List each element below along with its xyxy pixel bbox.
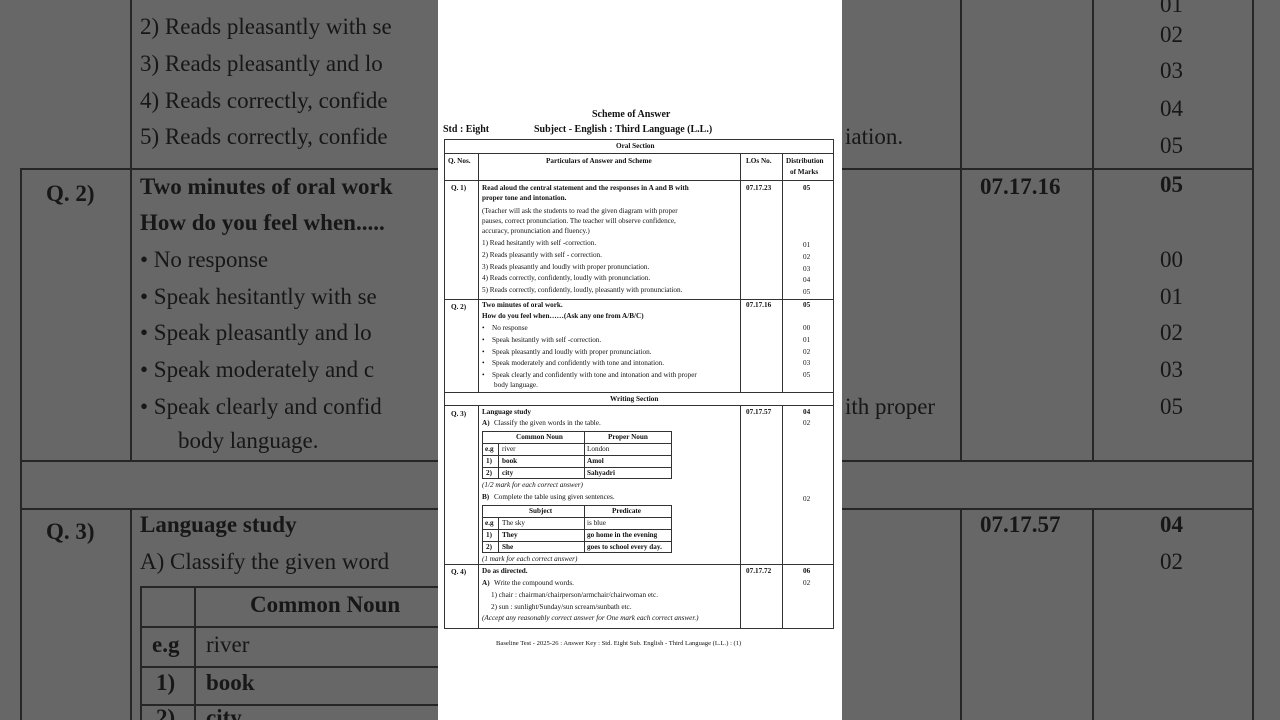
- sentence-table-rule: [498, 517, 499, 553]
- q3-number: Q. 3): [451, 410, 467, 418]
- noun-table-rule: [482, 467, 672, 468]
- q1-note: pauses, correct pronunciation. The teacher will observe confidence,: [482, 217, 676, 225]
- doc-title: Scheme of Answer: [592, 109, 671, 120]
- sentence-table-header: Predicate: [612, 507, 642, 515]
- q2-mark: 00: [803, 324, 811, 332]
- oral-section-heading: Oral Section: [616, 142, 655, 150]
- q2-bullet: •: [482, 348, 485, 356]
- std-label: Std : Eight: [443, 124, 490, 135]
- q1-item: 2) Reads pleasantly with self - correction.: [482, 251, 602, 259]
- q2-item: Speak pleasantly and loudly with proper pronunciation.: [492, 348, 652, 356]
- noun-table-header: Common Noun: [516, 433, 563, 441]
- q4-lo: 07.17.72: [746, 567, 772, 575]
- q3-b-text: Complete the table using given sentences.: [494, 493, 615, 501]
- q1-item: 5) Reads correctly, confidently, loudly, pleasantly with pronunciation.: [482, 286, 683, 294]
- q4-a-text: Write the compound words.: [494, 579, 574, 587]
- q3-heading: Language study: [482, 408, 531, 416]
- q1-lo: 07.17.23: [746, 184, 772, 192]
- sentence-row-predicate: go home in the evening: [587, 531, 658, 539]
- q1-note: accuracy, pronunciation and fluency.): [482, 227, 590, 235]
- q4-item: 2) sun : sunlight/Sunday/sun scream/sunbath etc.: [491, 603, 632, 611]
- q3-mark-b: 02: [803, 495, 811, 503]
- sentence-row-key: e.g: [485, 519, 494, 527]
- writing-section-heading: Writing Section: [610, 395, 659, 403]
- document-page: [438, 0, 842, 720]
- q2-mark: 03: [803, 359, 811, 367]
- table-rule: [740, 153, 741, 392]
- noun-table-rule: [482, 443, 672, 444]
- noun-row-common: river: [502, 445, 516, 453]
- q1-number: Q. 1): [451, 184, 467, 192]
- q4-total-marks: 06: [803, 567, 811, 575]
- table-rule: [444, 392, 834, 393]
- table-rule: [444, 153, 834, 154]
- q2-item: body language.: [494, 381, 538, 389]
- noun-table-header: Proper Noun: [608, 433, 648, 441]
- q2-total-marks: 05: [803, 301, 811, 309]
- q2-bullet: •: [482, 359, 485, 367]
- noun-row-proper: Amol: [587, 457, 604, 465]
- table-rule: [444, 405, 834, 406]
- col-header-qno: Q. Nos.: [448, 157, 471, 165]
- q2-item: Speak hesitantly with self -correction.: [492, 336, 602, 344]
- noun-row-key: e.g: [485, 445, 494, 453]
- q1-mark: 01: [803, 241, 811, 249]
- table-rule: [444, 564, 834, 565]
- noun-table-rule: [498, 443, 499, 479]
- table-rule: [478, 405, 479, 629]
- q1-mark: 02: [803, 253, 811, 261]
- table-rule: [444, 180, 834, 181]
- q2-bullet: •: [482, 336, 485, 344]
- sentence-table-rule: [482, 529, 672, 530]
- q2-mark: 05: [803, 371, 811, 379]
- q3-a-note: (1/2 mark for each correct answer): [482, 481, 583, 489]
- table-rule: [740, 405, 741, 629]
- sentence-row-subject: They: [502, 531, 518, 539]
- q1-item: 4) Reads correctly, confidently, loudly with pronunciation.: [482, 274, 651, 282]
- q3-mark-a: 02: [803, 419, 811, 427]
- q4-a-label: A): [482, 579, 490, 587]
- sentence-table-rule: [482, 541, 672, 542]
- table-rule: [782, 153, 783, 392]
- q3-b-note: (1 mark for each correct answer): [482, 555, 578, 563]
- q1-mark: 03: [803, 265, 811, 273]
- q3-a-label: A): [482, 419, 490, 427]
- q2-item: Speak clearly and confidently with tone and intonation and with proper: [492, 371, 697, 379]
- noun-row-proper: London: [587, 445, 610, 453]
- page-footer: Baseline Test - 2025-26 : Answer Key : Std. Eight Sub. English - Third Language (L.L.) : (1): [496, 640, 742, 647]
- q2-heading: How do you feel when……(Ask any one from A/B/C): [482, 312, 644, 320]
- q1-heading: proper tone and intonation.: [482, 194, 567, 202]
- q1-total-marks: 05: [803, 184, 811, 192]
- q1-mark: 04: [803, 276, 811, 284]
- noun-row-common: city: [502, 469, 514, 477]
- noun-row-common: book: [502, 457, 518, 465]
- sentence-row-predicate: goes to school every day.: [587, 543, 662, 551]
- col-header-dist: Distribution: [786, 157, 824, 165]
- q1-item: 3) Reads pleasantly and loudly with proper pronunciation.: [482, 263, 650, 271]
- q2-mark: 02: [803, 348, 811, 356]
- q2-bullet: •: [482, 371, 485, 379]
- table-rule: [444, 299, 834, 300]
- q4-item: 1) chair : chairman/chairperson/armchair/chairwoman etc.: [491, 591, 659, 599]
- noun-row-key: 2): [486, 469, 492, 477]
- q1-heading: Read aloud the central statement and the responses in A and B with: [482, 184, 689, 192]
- noun-row-key: 1): [486, 457, 492, 465]
- sentence-row-subject: The sky: [502, 519, 525, 527]
- subject-label: Subject - English : Third Language (L.L.): [534, 124, 713, 135]
- q3-b-label: B): [482, 493, 490, 501]
- q1-item: 1) Read hesitantly with self -correction.: [482, 239, 597, 247]
- q2-number: Q. 2): [451, 303, 467, 311]
- col-header-particulars: Particulars of Answer and Scheme: [546, 157, 652, 165]
- sentence-table-rule: [482, 517, 672, 518]
- col-header-dist: of Marks: [790, 168, 819, 176]
- q2-mark: 01: [803, 336, 811, 344]
- q4-heading: Do as directed.: [482, 567, 528, 575]
- q1-note: (Teacher will ask the students to read the given diagram with proper: [482, 207, 678, 215]
- q4-mark: 02: [803, 579, 811, 587]
- sentence-row-key: 1): [486, 531, 492, 539]
- q1-mark: 05: [803, 288, 811, 296]
- q3-a-text: Classify the given words in the table.: [494, 419, 601, 427]
- sentence-row-subject: She: [502, 543, 514, 551]
- noun-row-proper: Sahyadri: [587, 469, 615, 477]
- q2-item: Speak moderately and confidently with tone and intonation.: [492, 359, 665, 367]
- q2-item: No response: [492, 324, 528, 332]
- q2-heading: Two minutes of oral work.: [482, 301, 563, 309]
- table-rule: [782, 405, 783, 629]
- sentence-row-predicate: is blue: [587, 519, 606, 527]
- q4-note: (Accept any reasonably correct answer for One mark each correct answer.): [482, 614, 699, 622]
- q2-bullet: •: [482, 324, 485, 332]
- q4-number: Q. 4): [451, 568, 467, 576]
- sentence-table-header: Subject: [529, 507, 553, 515]
- col-header-los: LOs No.: [746, 157, 772, 165]
- q3-total-marks: 04: [803, 408, 811, 416]
- q2-lo: 07.17.16: [746, 301, 772, 309]
- table-rule: [478, 153, 479, 392]
- q3-lo: 07.17.57: [746, 408, 772, 416]
- sentence-row-key: 2): [486, 543, 492, 551]
- noun-table-rule: [482, 455, 672, 456]
